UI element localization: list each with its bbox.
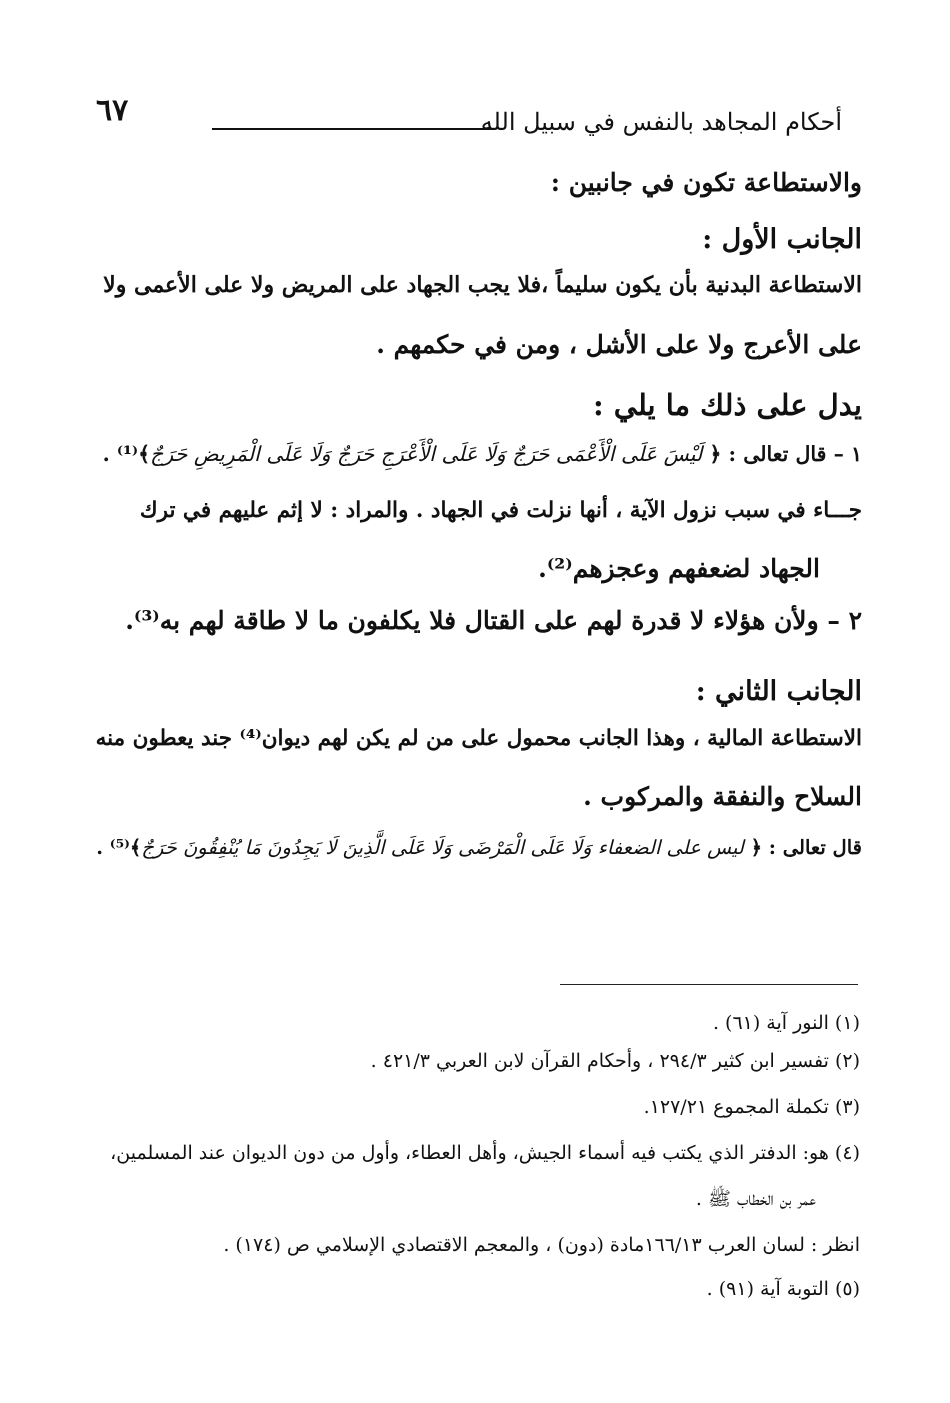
point1-verse: لَيْسَ عَلَى الْأَعْمَى حَرَجٌ وَلَا عَلَى الْأَعْرَجِ حَرَجٌ وَلَا عَلَى الْمَرِيضِ حَرَجٌ [150, 442, 703, 466]
side2-text-line1: الاستطاعة المالية ، وهذا الجانب محمول على من لم يكن لهم ديوان⁽⁴⁾ جند يعطون منه [95, 726, 862, 751]
point1-prefix: ١ – قال تعالى : ﴿ [709, 442, 862, 466]
verse2-line [92, 836, 862, 859]
side1-heading: الجانب الأول : [702, 224, 862, 255]
footnote-4-line1: (٤) هو: الدفتر الذي يكتب فيه أسماء الجيش، وأهل العطاء، وأول من دون الديوان عند المسلمين، [110, 1142, 860, 1164]
side2-text-line2: السلاح والنفقة والمركوب . [583, 782, 862, 811]
footnote-2: (٢) تفسير ابن كثير ٢٩٤/٣ ، وأحكام القرآن لابن العربي ٤٢١/٣ . [370, 1050, 860, 1072]
verse2-verse: ليس على الضعفاء وَلَا عَلَى الْمَرْضَى وَلَا عَلَى الَّذِينَ لَا يَجِدُونَ مَا يُنْفِقُونَ حَرَجٌ [141, 836, 744, 859]
verse2-suffix: ﴾⁽⁵⁾ . [96, 836, 142, 859]
evidence-heading: يدل على ذلك ما يلي : [592, 388, 862, 422]
point1-suffix: ﴾⁽¹⁾ . [102, 442, 151, 466]
point2-line: ٢ – ولأن هؤلاء لا قدرة لهم على القتال فلا يكلفون ما لا طاقة لهم به⁽³⁾. [125, 606, 862, 635]
footnote-4-line3: انظر : لسان العرب ١٦٦/١٣مادة (دون) ، والمعجم الاقتصادي الإسلامي ص (١٧٤) . [223, 1234, 860, 1256]
footnote-separator [560, 984, 858, 985]
point1-line [92, 442, 862, 467]
side2-heading: الجانب الثاني : [695, 676, 862, 707]
side1-text-line1: الاستطاعة البدنية بأن يكون سليماً ،فلا يجب الجهاد على المريض ولا على الأعمى ولا [103, 272, 862, 298]
footnote-3: (٣) تكملة المجموع ١٢٧/٢١. [643, 1096, 860, 1118]
intro-line: والاستطاعة تكون في جانبين : [550, 168, 862, 197]
point1-explain-line2: الجهاد لضعفهم وعجزهم⁽²⁾. [538, 554, 820, 583]
verse2-prefix: قال تعالى : ﴿ [750, 836, 862, 859]
running-header-title: أحكام المجاهد بالنفس في سبيل الله [480, 108, 842, 136]
footnote-4-line2: عمر بن الخطاب ﷺ . [695, 1188, 816, 1210]
side1-text-line2: على الأعرج ولا على الأشل ، ومن في حكمهم . [376, 330, 862, 359]
footnote-5: (٥) التوبة آية (٩١) . [706, 1278, 860, 1300]
point1-explain-line1: جـــاء في سبب نزول الآية ، أنها نزلت في الجهاد . والمراد : لا إثم عليهم في ترك [139, 498, 862, 523]
header-rule [212, 128, 492, 130]
page-number: ٦٧ [96, 93, 129, 128]
footnote-1: (١) النور آية (٦١) . [712, 1012, 860, 1034]
